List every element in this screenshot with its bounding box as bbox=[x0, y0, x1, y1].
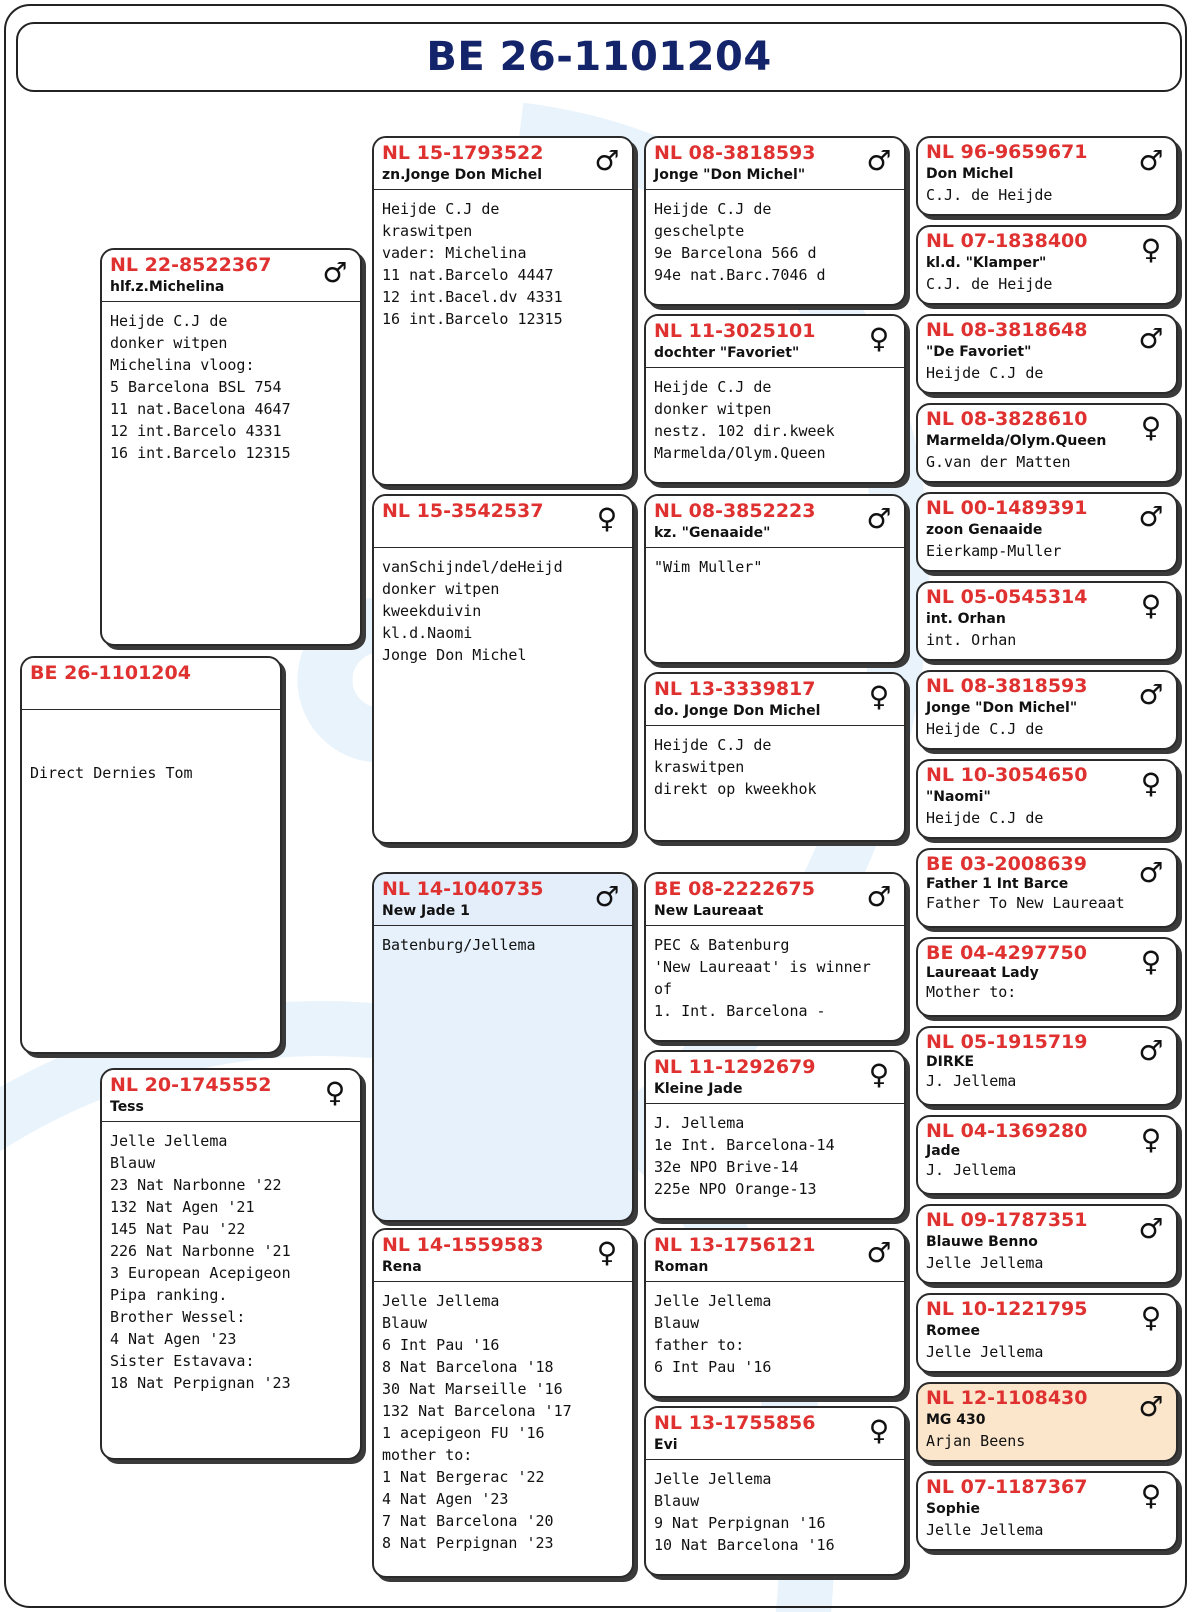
pigeon-card[interactable] bbox=[372, 1228, 634, 1578]
pigeon-name: Marmelda/Olym.Queen bbox=[926, 433, 1107, 449]
note-line: PEC & Batenburg bbox=[654, 936, 790, 954]
note-line: 226 Nat Narbonne '21 bbox=[110, 1242, 291, 1260]
pigeon-name: "De Favoriet" bbox=[926, 344, 1032, 360]
note-line: 11 nat.Barcelo 4447 bbox=[382, 266, 554, 284]
note-line: 16 int.Barcelo 12315 bbox=[382, 310, 563, 328]
pigeon-name: Jade bbox=[926, 1143, 961, 1159]
card-header bbox=[646, 874, 904, 926]
breeder-line: Heijde C.J de bbox=[926, 809, 1044, 827]
female-symbol-icon: ♀ bbox=[324, 1076, 346, 1109]
female-symbol-icon: ♀ bbox=[1140, 945, 1162, 978]
card-header bbox=[646, 674, 904, 726]
female-symbol-icon: ♀ bbox=[1140, 233, 1162, 266]
male-symbol-icon: ♂ bbox=[322, 256, 348, 289]
breeder-line: Heijde C.J de bbox=[926, 364, 1044, 382]
breeder-line: Mother to: bbox=[926, 983, 1017, 1001]
ring-number: NL 10-1221795 bbox=[926, 1298, 1088, 1320]
note-line: 9 Nat Perpignan '16 bbox=[654, 1514, 826, 1532]
ring-number: NL 22-8522367 bbox=[110, 254, 272, 276]
male-symbol-icon: ♂ bbox=[1138, 1390, 1164, 1423]
ring-number: NL 08-3828610 bbox=[926, 408, 1088, 430]
card-header bbox=[22, 658, 280, 710]
card-header bbox=[374, 1230, 632, 1282]
card-header bbox=[646, 316, 904, 368]
pigeon-card[interactable] bbox=[916, 1382, 1178, 1462]
ring-number: NL 15-3542537 bbox=[382, 500, 544, 522]
ring-number: BE 08-2222675 bbox=[654, 878, 815, 900]
male-symbol-icon: ♂ bbox=[1138, 322, 1164, 355]
note-line: vader: Michelina bbox=[382, 244, 527, 262]
card-header bbox=[102, 250, 360, 302]
ring-number: NL 12-1108430 bbox=[926, 1387, 1088, 1409]
pigeon-card[interactable] bbox=[372, 136, 634, 486]
pigeon-card[interactable] bbox=[644, 1050, 906, 1220]
pigeon-card[interactable] bbox=[644, 872, 906, 1042]
male-symbol-icon: ♂ bbox=[866, 502, 892, 535]
pigeon-card[interactable] bbox=[916, 1293, 1178, 1373]
card-notes bbox=[646, 190, 904, 286]
note-line: Pipa ranking. bbox=[110, 1286, 228, 1304]
pigeon-name: Jonge "Don Michel" bbox=[926, 700, 1078, 716]
pigeon-name: Romee bbox=[926, 1323, 980, 1339]
pigeon-card[interactable] bbox=[916, 1115, 1178, 1195]
note-line: 1 acepigeon FU '16 bbox=[382, 1424, 545, 1442]
note-line: 9e Barcelona 566 d bbox=[654, 244, 817, 262]
ring-number: NL 04-1369280 bbox=[926, 1120, 1088, 1142]
note-line: 30 Nat Marseille '16 bbox=[382, 1380, 563, 1398]
note-line: Blauw bbox=[654, 1492, 700, 1510]
pigeon-name: Father 1 Int Barce bbox=[926, 876, 1069, 892]
ring-number: NL 05-0545314 bbox=[926, 586, 1088, 608]
ring-number: NL 07-1187367 bbox=[926, 1476, 1088, 1498]
card-notes bbox=[102, 302, 360, 464]
pigeon-card[interactable] bbox=[644, 314, 906, 484]
ring-number: NL 00-1489391 bbox=[926, 497, 1088, 519]
note-line: donker witpen bbox=[110, 334, 228, 352]
note-line: Heijde C.J de bbox=[654, 736, 772, 754]
female-symbol-icon: ♀ bbox=[1140, 1123, 1162, 1156]
pigeon-card[interactable] bbox=[372, 872, 634, 1222]
note-line: "Wim Muller" bbox=[654, 558, 763, 576]
note-line: 'New Laureaat' is winner bbox=[654, 958, 871, 976]
ring-number: NL 96-9659671 bbox=[926, 141, 1088, 163]
note-line: Marmelda/Olym.Queen bbox=[654, 444, 826, 462]
card-header bbox=[646, 496, 904, 548]
card-notes bbox=[374, 1282, 632, 1554]
female-symbol-icon: ♀ bbox=[868, 322, 890, 355]
pigeon-card[interactable] bbox=[916, 314, 1178, 394]
note-line: 4 Nat Agen '23 bbox=[110, 1330, 237, 1348]
breeder-line: J. Jellema bbox=[926, 1161, 1017, 1179]
note-line: 7 Nat Barcelona '20 bbox=[382, 1512, 554, 1530]
female-symbol-icon: ♀ bbox=[1140, 1301, 1162, 1334]
breeder-line: Father To New Laureaat bbox=[926, 894, 1125, 912]
note-line: 23 Nat Narbonne '22 bbox=[110, 1176, 282, 1194]
breeder-line: Eierkamp-Muller bbox=[926, 542, 1062, 560]
ring-number: NL 07-1838400 bbox=[926, 230, 1088, 252]
note-line: Heijde C.J de bbox=[110, 312, 228, 330]
pigeon-name: Evi bbox=[654, 1437, 678, 1453]
note-line: kraswitpen bbox=[382, 222, 473, 240]
card-header bbox=[646, 138, 904, 190]
note-line: Batenburg/Jellema bbox=[382, 936, 536, 954]
female-symbol-icon: ♀ bbox=[868, 1414, 890, 1447]
note-line: kweekduivin bbox=[382, 602, 482, 620]
note-line: direkt op kweekhok bbox=[654, 780, 817, 798]
note-line: 11 nat.Bacelona 4647 bbox=[110, 400, 291, 418]
ring-number: NL 08-3818648 bbox=[926, 319, 1088, 341]
pigeon-name: int. Orhan bbox=[926, 611, 1006, 627]
ring-number: NL 13-1756121 bbox=[654, 1234, 816, 1256]
note-line: Blauw bbox=[110, 1154, 156, 1172]
breeder-line: C.J. de Heijde bbox=[926, 275, 1053, 293]
note-line: 225e NPO Orange-13 bbox=[654, 1180, 817, 1198]
card-header bbox=[374, 496, 632, 548]
ring-number: NL 13-1755856 bbox=[654, 1412, 816, 1434]
breeder-line: C.J. de Heijde bbox=[926, 186, 1053, 204]
male-symbol-icon: ♂ bbox=[1138, 856, 1164, 889]
note-line: Heijde C.J de bbox=[654, 378, 772, 396]
card-notes bbox=[646, 1104, 904, 1200]
pigeon-name: MG 430 bbox=[926, 1412, 986, 1428]
male-symbol-icon: ♂ bbox=[1138, 678, 1164, 711]
note-line: Heijde C.J de bbox=[382, 200, 500, 218]
note-line: kraswitpen bbox=[654, 758, 745, 776]
note-line: 12 int.Bacel.dv 4331 bbox=[382, 288, 563, 306]
pigeon-name: Sophie bbox=[926, 1501, 980, 1517]
card-notes bbox=[374, 190, 632, 330]
note-line: Jelle Jellema bbox=[382, 1292, 500, 1310]
male-symbol-icon: ♂ bbox=[1138, 144, 1164, 177]
note-line: 5 Barcelona BSL 754 bbox=[110, 378, 282, 396]
pigeon-card[interactable] bbox=[916, 848, 1178, 928]
pigeon-card[interactable] bbox=[372, 494, 634, 844]
card-header bbox=[374, 874, 632, 926]
ring-number: NL 20-1745552 bbox=[110, 1074, 272, 1096]
pigeon-card[interactable] bbox=[916, 670, 1178, 750]
note-line: Jelle Jellema bbox=[654, 1470, 772, 1488]
male-symbol-icon: ♂ bbox=[1138, 500, 1164, 533]
card-notes bbox=[374, 548, 632, 666]
breeder-line: Jelle Jellema bbox=[926, 1521, 1044, 1539]
pigeon-name: DIRKE bbox=[926, 1054, 975, 1070]
female-symbol-icon: ♀ bbox=[1140, 411, 1162, 444]
ring-number: BE 04-4297750 bbox=[926, 942, 1087, 964]
card-notes bbox=[646, 368, 904, 464]
female-symbol-icon: ♀ bbox=[1140, 767, 1162, 800]
female-symbol-icon: ♀ bbox=[868, 680, 890, 713]
card-header bbox=[374, 138, 632, 190]
ring-number: NL 08-3852223 bbox=[654, 500, 816, 522]
note-line: father to: bbox=[654, 1336, 745, 1354]
note-line: Direct Dernies Tom bbox=[30, 764, 193, 782]
ring-number: NL 14-1559583 bbox=[382, 1234, 544, 1256]
pigeon-name: zn.Jonge Don Michel bbox=[382, 167, 542, 183]
pigeon-name: zoon Genaaide bbox=[926, 522, 1043, 538]
pigeon-card[interactable] bbox=[916, 403, 1178, 483]
pigeon-name: Blauwe Benno bbox=[926, 1234, 1038, 1250]
note-line: geschelpte bbox=[654, 222, 745, 240]
pigeon-name: kl.d. "Klamper" bbox=[926, 255, 1047, 271]
pigeon-name: "Naomi" bbox=[926, 789, 991, 805]
note-line: Jelle Jellema bbox=[654, 1292, 772, 1310]
title-banner bbox=[16, 22, 1182, 92]
pigeon-name: Tess bbox=[110, 1099, 144, 1115]
pigeon-card[interactable] bbox=[916, 759, 1178, 839]
ring-number: NL 08-3818593 bbox=[654, 142, 816, 164]
note-line: 1. Int. Barcelona - bbox=[654, 1002, 826, 1020]
pigeon-name: Laureaat Lady bbox=[926, 965, 1039, 981]
breeder-line: Arjan Beens bbox=[926, 1432, 1026, 1450]
pigeon-card[interactable] bbox=[100, 1068, 362, 1460]
pigeon-name: do. Jonge Don Michel bbox=[654, 703, 821, 719]
pigeon-name: New Laureaat bbox=[654, 903, 764, 919]
male-symbol-icon: ♂ bbox=[866, 144, 892, 177]
note-line: 12 int.Barcelo 4331 bbox=[110, 422, 282, 440]
breeder-line: G.van der Matten bbox=[926, 453, 1071, 471]
female-symbol-icon: ♀ bbox=[1140, 589, 1162, 622]
pigeon-card[interactable] bbox=[644, 1228, 906, 1398]
note-line: 8 Nat Barcelona '18 bbox=[382, 1358, 554, 1376]
ring-number: NL 13-3339817 bbox=[654, 678, 816, 700]
female-symbol-icon: ♀ bbox=[868, 1058, 890, 1091]
male-symbol-icon: ♂ bbox=[1138, 1212, 1164, 1245]
pigeon-card[interactable] bbox=[916, 581, 1178, 661]
note-line: Sister Estavava: bbox=[110, 1352, 255, 1370]
pigeon-name: Rena bbox=[382, 1259, 422, 1275]
female-symbol-icon: ♀ bbox=[596, 1236, 618, 1269]
pigeon-card[interactable] bbox=[100, 248, 362, 646]
note-line: 145 Nat Pau '22 bbox=[110, 1220, 246, 1238]
card-notes bbox=[102, 1122, 360, 1394]
pigeon-name: dochter "Favoriet" bbox=[654, 345, 800, 361]
pigeon-card[interactable] bbox=[644, 672, 906, 842]
pigeon-name: kz. "Genaaide" bbox=[654, 525, 771, 541]
pigeon-name: Roman bbox=[654, 1259, 709, 1275]
ring-number: NL 10-3054650 bbox=[926, 764, 1088, 786]
male-symbol-icon: ♂ bbox=[866, 880, 892, 913]
card-notes bbox=[646, 548, 904, 578]
breeder-line: Jelle Jellema bbox=[926, 1254, 1044, 1272]
note-line: Blauw bbox=[382, 1314, 428, 1332]
note-line: 3 European Acepigeon bbox=[110, 1264, 291, 1282]
ring-number: NL 15-1793522 bbox=[382, 142, 544, 164]
pigeon-name: Jonge "Don Michel" bbox=[654, 167, 806, 183]
pigeon-card[interactable] bbox=[916, 136, 1178, 216]
pigeon-card[interactable] bbox=[644, 1406, 906, 1576]
note-line: 4 Nat Agen '23 bbox=[382, 1490, 509, 1508]
ring-number: NL 08-3818593 bbox=[926, 675, 1088, 697]
breeder-line: J. Jellema bbox=[926, 1072, 1017, 1090]
pigeon-card[interactable] bbox=[916, 1026, 1178, 1106]
card-header bbox=[646, 1408, 904, 1460]
pigeon-card[interactable] bbox=[916, 937, 1178, 1017]
note-line: 1e Int. Barcelona-14 bbox=[654, 1136, 835, 1154]
note-line: 132 Nat Barcelona '17 bbox=[382, 1402, 572, 1420]
ring-number: BE 26-1101204 bbox=[30, 662, 191, 684]
ring-number: NL 05-1915719 bbox=[926, 1031, 1088, 1053]
pigeon-name: New Jade 1 bbox=[382, 903, 470, 919]
pigeon-name: hlf.z.Michelina bbox=[110, 279, 225, 295]
note-line: Jonge Don Michel bbox=[382, 646, 527, 664]
ring-number: NL 14-1040735 bbox=[382, 878, 544, 900]
note-line: 18 Nat Perpignan '23 bbox=[110, 1374, 291, 1392]
male-symbol-icon: ♂ bbox=[1138, 1034, 1164, 1067]
card-header bbox=[646, 1230, 904, 1282]
pigeon-card[interactable] bbox=[644, 136, 906, 306]
note-line: Heijde C.J de bbox=[654, 200, 772, 218]
note-line: 6 Int Pau '16 bbox=[382, 1336, 500, 1354]
card-header bbox=[102, 1070, 360, 1122]
pigeon-name: Kleine Jade bbox=[654, 1081, 743, 1097]
note-line: nestz. 102 dir.kweek bbox=[654, 422, 835, 440]
note-line: J. Jellema bbox=[654, 1114, 745, 1132]
female-symbol-icon: ♀ bbox=[1140, 1479, 1162, 1512]
note-line: Jelle Jellema bbox=[110, 1132, 228, 1150]
note-line: of bbox=[654, 980, 673, 998]
note-line: 16 int.Barcelo 12315 bbox=[110, 444, 291, 462]
ring-number: NL 11-3025101 bbox=[654, 320, 816, 342]
card-notes bbox=[646, 726, 904, 800]
note-line: 6 Int Pau '16 bbox=[654, 1358, 772, 1376]
ring-number: NL 09-1787351 bbox=[926, 1209, 1088, 1231]
note-line: vanSchijndel/deHeijd bbox=[382, 558, 563, 576]
pigeon-card[interactable] bbox=[644, 494, 906, 664]
pigeon-card[interactable] bbox=[916, 492, 1178, 572]
note-line: mother to: bbox=[382, 1446, 473, 1464]
breeder-line: int. Orhan bbox=[926, 631, 1017, 649]
male-symbol-icon: ♂ bbox=[866, 1236, 892, 1269]
note-line: kl.d.Naomi bbox=[382, 624, 473, 642]
note-line: donker witpen bbox=[654, 400, 772, 418]
note-line: donker witpen bbox=[382, 580, 500, 598]
breeder-line: Heijde C.J de bbox=[926, 720, 1044, 738]
note-line: 94e nat.Barc.7046 d bbox=[654, 266, 826, 284]
note-line: 8 Nat Perpignan '23 bbox=[382, 1534, 554, 1552]
note-line: 32e NPO Brive-14 bbox=[654, 1158, 799, 1176]
note-line: 132 Nat Agen '21 bbox=[110, 1198, 255, 1216]
pigeon-card[interactable] bbox=[916, 225, 1178, 305]
pigeon-name: Don Michel bbox=[926, 166, 1014, 182]
note-line: Michelina vloog: bbox=[110, 356, 255, 374]
pigeon-card[interactable] bbox=[916, 1204, 1178, 1284]
male-symbol-icon: ♂ bbox=[594, 880, 620, 913]
card-notes bbox=[646, 1460, 904, 1556]
card-notes bbox=[22, 710, 280, 828]
card-notes bbox=[374, 926, 632, 956]
female-symbol-icon: ♀ bbox=[596, 502, 618, 535]
card-header bbox=[646, 1052, 904, 1104]
pigeon-card[interactable] bbox=[916, 1471, 1178, 1551]
note-line: 10 Nat Barcelona '16 bbox=[654, 1536, 835, 1554]
ring-number: BE 03-2008639 bbox=[926, 853, 1087, 875]
breeder-line: Jelle Jellema bbox=[926, 1343, 1044, 1361]
card-notes bbox=[646, 1282, 904, 1378]
page-title: BE 26-1101204 bbox=[426, 34, 772, 80]
subject-card[interactable] bbox=[20, 656, 282, 1054]
male-symbol-icon: ♂ bbox=[594, 144, 620, 177]
ring-number: NL 11-1292679 bbox=[654, 1056, 816, 1078]
card-notes bbox=[646, 926, 904, 1022]
note-line: Brother Wessel: bbox=[110, 1308, 246, 1326]
note-line: Blauw bbox=[654, 1314, 700, 1332]
note-line: 1 Nat Bergerac '22 bbox=[382, 1468, 545, 1486]
